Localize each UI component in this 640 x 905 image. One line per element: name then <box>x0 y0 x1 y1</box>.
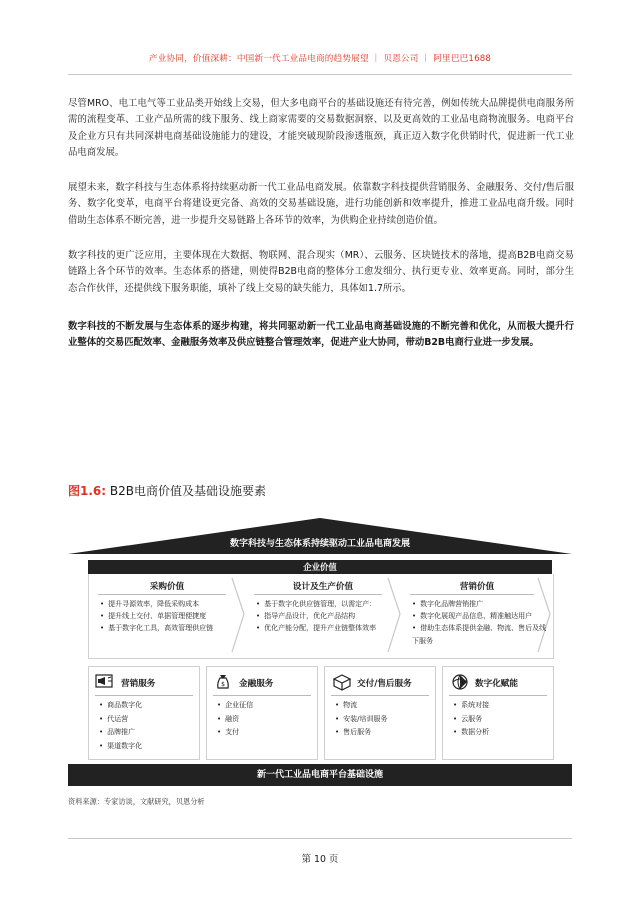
roof-label: 数字科技与生态体系持续驱动工业品电商发展 <box>229 539 410 549</box>
running-header: 产业协同，价值深耕：中国新一代工业品电商的趋势展望 ｜ 贝恩公司 ｜ 阿里巴巴1688 <box>148 54 492 64</box>
service-list <box>335 699 388 740</box>
service-list <box>453 699 489 740</box>
list-item: • 提升线上交付、单据管理便捷度 <box>100 610 213 622</box>
value-column-list <box>412 598 548 647</box>
service-rule <box>213 695 311 696</box>
value-column-design-production <box>248 578 398 652</box>
list-item: • 渠道数字化 <box>99 740 142 754</box>
value-column-marketing <box>404 578 550 652</box>
value-column-list <box>256 598 376 635</box>
figure-title <box>68 482 266 499</box>
list-item: • 提升寻源效率，降低采购成本 <box>100 598 213 610</box>
money-bag-icon <box>213 673 235 691</box>
list-item: • 指导产品设计，优化产品结构 <box>256 610 376 622</box>
list-item: • 支付 <box>217 726 253 740</box>
list-item: • 企业征信 <box>217 699 253 713</box>
service-title: 营销服务 <box>121 679 156 689</box>
figure-caption: B2B电商价值及基础设施要素 <box>109 484 266 498</box>
infrastructure-base-bar: 新一代工业品电商平台基础设施 <box>68 764 572 786</box>
service-list <box>99 699 142 753</box>
value-column-list <box>100 598 213 635</box>
paragraph-3: 数字科技的更广泛应用，主要体现在大数据、物联网、混合现实（MR）、云服务、区块链技术的落地，提高B2B电商交易链路上各个环节的效率。生态体系的搭建，则使得B2B电商的整体分工愈发细分、执行更专业、效率更高。同时，部分生态合作伙伴，还提供线下服务职能，填补了线上交易的缺失能力，具体如1.7所示。 <box>68 250 574 294</box>
value-column-title: 营销价值 <box>459 582 495 592</box>
list-item: • 基于数字化供应链管理，以需定产： <box>256 598 376 610</box>
list-item: • 基于数字化工具，高效管理供应链 <box>100 622 213 634</box>
paragraph-1: 尽管MRO、电工电气等工业品类开始线上交易，但大多电商平台的基础设施还有待完善，例如传统大品牌提供电商服务所需的流程变革、工业产品所需的线下服务、线上商家需要的交易数据洞察、以及更高效的工业品电商物流服务。电商平台及企业方只有共同深耕电商基础设施能力的建设，才能突破现阶段渗透瓶颈，真正迈入数字化供销时代，促进新一代工业品电商发展。 <box>68 98 574 159</box>
digital-sphere-icon <box>449 673 471 691</box>
service-list <box>217 699 253 740</box>
list-item: • 代运营 <box>99 713 142 727</box>
figure-number: 图1.6: <box>68 484 107 498</box>
value-column-title: 设计及生产价值 <box>292 582 354 592</box>
value-column-rule <box>254 594 382 595</box>
enterprise-value-bar: 企业价值 <box>88 560 552 574</box>
service-rule <box>331 695 429 696</box>
value-column-procurement <box>92 578 242 652</box>
service-box-digital <box>442 666 554 760</box>
list-item: • 云服务 <box>453 713 489 727</box>
list-item: • 优化产能分配，提升产业链整体效率 <box>256 622 376 634</box>
header-divider <box>68 74 572 75</box>
service-rule <box>95 695 193 696</box>
paragraph-4: 数字科技的不断发展与生态体系的逐步构建，将共同驱动新一代工业品电商基础设施的不断完善和优化，从而极大提升行业整体的交易匹配效率、金融服务效率及供应链整合管理效率，促进产业大协同，带动B2B电商行业进一步发展。 <box>68 321 574 349</box>
list-item: • 商品数字化 <box>99 699 142 713</box>
list-item: • 融资 <box>217 713 253 727</box>
service-box-delivery <box>324 666 436 760</box>
service-box-marketing <box>88 666 200 760</box>
value-column-rule <box>410 594 534 595</box>
service-title: 数字化赋能 <box>475 679 518 689</box>
value-column-title: 采购价值 <box>149 582 185 592</box>
footer-divider <box>68 838 572 839</box>
source-note: 资料来源：专家访谈，文献研究，贝恩分析 <box>68 797 205 806</box>
list-item: • 系统对接 <box>453 699 489 713</box>
list-item: • 品牌推广 <box>99 726 142 740</box>
service-rule <box>449 695 547 696</box>
service-title: 金融服务 <box>239 679 274 689</box>
megaphone-icon <box>95 673 117 691</box>
svg-text:$: $ <box>221 681 225 688</box>
paragraph-2: 展望未来，数字科技与生态体系将持续驱动新一代工业品电商发展。依靠数字科技提供营销服务、金融服务、交付/售后服务、数字化变革，电商平台将建设更完备、高效的交易基础设施，进行功能创新和效率提升，推进工业品电商升级。同时借助生态体系不断完善，进一步提升交易链路上各环节的效率，为供购企业持续创造价值。 <box>68 182 574 226</box>
list-item: • 数据分析 <box>453 726 489 740</box>
service-title: 交付/售后服务 <box>357 679 412 689</box>
service-box-finance <box>206 666 318 760</box>
list-item: • 数字化展现产品信息，精准触达用户 <box>412 610 548 622</box>
list-item: • 数字化品牌营销推广 <box>412 598 548 610</box>
value-column-rule <box>98 594 226 595</box>
list-item: • 物流 <box>335 699 388 713</box>
list-item: • 借助生态体系提供金融、物流、售后及线下服务 <box>412 622 548 646</box>
list-item: • 安装/培训服务 <box>335 713 388 727</box>
page-number: 第 10 页 <box>301 854 339 865</box>
delivery-box-icon <box>331 673 353 691</box>
list-item: • 售后服务 <box>335 726 388 740</box>
